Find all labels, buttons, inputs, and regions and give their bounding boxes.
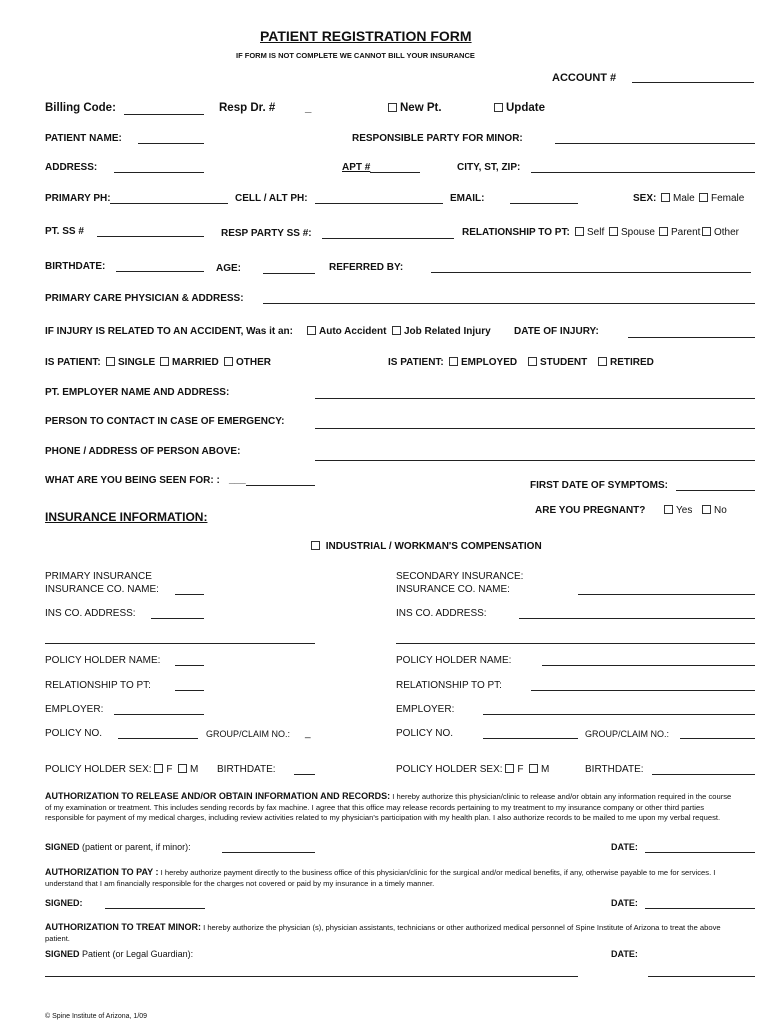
student-checkbox[interactable] — [528, 357, 537, 366]
secondary-policy-no-field[interactable] — [483, 738, 578, 739]
pay-title: AUTHORIZATION TO PAY : — [45, 867, 159, 877]
industrial-option[interactable] — [311, 541, 542, 552]
secondary-group-label: GROUP/CLAIM NO.: — [585, 729, 670, 739]
pregnant-no-option[interactable] — [702, 505, 727, 516]
insurance-heading: INSURANCE INFORMATION: — [45, 510, 208, 524]
primary-group-field[interactable]: _ — [305, 728, 311, 739]
primary-holder-birthdate-label: BIRTHDATE: — [217, 764, 276, 775]
new-pt-checkbox[interactable] — [388, 103, 397, 112]
signed-1-note: (patient or parent, if minor): — [82, 842, 191, 852]
secondary-ins-address-label: INS CO. ADDRESS: — [396, 608, 487, 619]
billing-code-field[interactable] — [124, 114, 204, 115]
first-date-label: FIRST DATE OF SYMPTOMS: — [530, 480, 668, 491]
retired-label: RETIRED — [610, 357, 654, 368]
primary-holder-sex-label: POLICY HOLDER SEX: — [45, 764, 152, 775]
student-label: STUDENT — [540, 357, 588, 368]
phone-address-field[interactable] — [315, 460, 755, 461]
primary-ins-name-label: INSURANCE CO. NAME: — [45, 584, 159, 595]
emergency-label: PERSON TO CONTACT IN CASE OF EMERGENCY: — [45, 416, 285, 427]
primary-policy-no-label: POLICY NO. — [45, 728, 103, 739]
apt-field[interactable] — [370, 172, 420, 173]
primary-holder-sex — [45, 764, 198, 775]
address-label: ADDRESS: — [45, 162, 98, 173]
parent-checkbox[interactable] — [659, 227, 668, 236]
secondary-policy-no-label: POLICY NO. — [396, 728, 454, 739]
primary-ins-address-field[interactable] — [151, 618, 204, 619]
email-field[interactable] — [510, 203, 578, 204]
signed-3-note: Patient (or Legal Guardian): — [82, 949, 194, 959]
primary-holder-name-label: POLICY HOLDER NAME: — [45, 655, 161, 666]
industrial-label: INDUSTRIAL / WORKMAN'S COMPENSATION — [325, 541, 542, 552]
seen-for-mark: ___ — [229, 474, 246, 485]
patient-name-field[interactable] — [138, 143, 204, 144]
student-option[interactable] — [528, 357, 587, 368]
new-pt-option[interactable] — [388, 102, 442, 114]
pt-ss-field[interactable] — [97, 236, 204, 237]
secondary-holder-birthdate-label: BIRTHDATE: — [585, 764, 644, 775]
employment-label: IS PATIENT: — [388, 357, 444, 368]
responsible-party-field[interactable] — [555, 143, 755, 144]
first-date-field[interactable] — [676, 490, 755, 491]
primary-sex-m-label: M — [189, 764, 199, 775]
secondary-employer-field[interactable] — [483, 714, 755, 715]
rel-self-option[interactable] — [575, 227, 604, 238]
pregnant-no-label: No — [714, 505, 727, 516]
sex-label: SEX: — [633, 193, 657, 204]
other-marital-label: OTHER — [236, 357, 271, 368]
secondary-ins-address-line2[interactable] — [396, 643, 755, 644]
resp-dr-field[interactable]: _ — [305, 102, 312, 114]
other-marital-checkbox[interactable] — [224, 357, 233, 366]
single-label: SINGLE — [118, 357, 156, 368]
sex-female-option[interactable] — [699, 193, 744, 204]
rel-spouse-option[interactable] — [609, 227, 655, 238]
account-field[interactable] — [632, 82, 754, 83]
marital-label: IS PATIENT: — [45, 357, 101, 368]
referred-by-label: REFERRED BY: — [329, 262, 404, 273]
age-label: AGE: — [216, 263, 241, 274]
pregnant-yes-option[interactable] — [664, 505, 692, 516]
auto-accident-label: Auto Accident — [319, 326, 387, 337]
primary-employer-label: EMPLOYER: — [45, 704, 104, 715]
release-authorization — [45, 791, 735, 824]
address-field[interactable] — [114, 172, 204, 173]
other-marital-option[interactable] — [224, 357, 271, 368]
employer-field[interactable] — [315, 398, 755, 399]
referred-by-field[interactable] — [431, 272, 751, 273]
page-title: PATIENT REGISTRATION FORM — [260, 28, 472, 44]
birthdate-field[interactable] — [116, 271, 204, 272]
married-checkbox[interactable] — [160, 357, 169, 366]
primary-sex-m-checkbox[interactable] — [178, 764, 187, 773]
date-3-field[interactable] — [648, 976, 755, 977]
self-checkbox[interactable] — [575, 227, 584, 236]
primary-employer-field[interactable] — [114, 714, 204, 715]
parent-label: Parent — [671, 227, 701, 238]
primary-holder-birthdate-field[interactable] — [294, 774, 315, 775]
female-checkbox[interactable] — [699, 193, 708, 202]
page-subtitle: IF FORM IS NOT COMPLETE WE CANNOT BILL YOUR INSURANCE — [236, 51, 475, 60]
footer-copyright: © Spine Institute of Arizona, 1/09 — [45, 1013, 148, 1020]
primary-group-label: GROUP/CLAIM NO.: — [206, 729, 291, 739]
date-2-field[interactable] — [645, 908, 755, 909]
married-label: MARRIED — [172, 357, 219, 368]
date-3-label: DATE: — [611, 949, 638, 959]
married-option[interactable] — [160, 357, 219, 368]
primary-sex-f-label: F — [166, 764, 173, 775]
primary-ph-label: PRIMARY PH: — [45, 193, 111, 204]
account-label: ACCOUNT # — [552, 72, 617, 84]
signed-2-field[interactable] — [105, 908, 205, 909]
release-text: I hereby authorize this physician/clinic to release and/or obtain any information required in the course of my examination or treatment. This includes sending records by fax machine. I agree that this office may release records pertaining to my treatment to my insurance company or other third parties responsible for payment of my medical charges, including review activities related to my physician's participation with my health plan. I also authorize records to be mailed to me upon my verbal request. — [45, 792, 732, 822]
other-label: Other — [714, 227, 740, 238]
pay-text: I hereby authorize payment directly to the business office of this physician/clinic for the surgical and/or medical benefits, if any, otherwise payable to me for services. I understand that I am financially responsible for the charges not covered or paid by my insurance in a timely manner. — [45, 868, 716, 888]
secondary-ins-address-field[interactable] — [519, 618, 755, 619]
emergency-field[interactable] — [315, 428, 755, 429]
job-injury-label: Job Related Injury — [404, 326, 491, 337]
new-pt-label: New Pt. — [400, 102, 442, 114]
primary-insurance-label: PRIMARY INSURANCE — [45, 571, 152, 582]
resp-party-ss-field[interactable] — [322, 238, 454, 239]
employed-label: EMPLOYED — [461, 357, 518, 368]
self-label: Self — [587, 227, 605, 238]
signed-3 — [45, 949, 193, 959]
apt-label: APT # — [342, 162, 371, 173]
pregnant-no-checkbox[interactable] — [702, 505, 711, 514]
rel-parent-option[interactable] — [659, 227, 700, 238]
date-1-field[interactable] — [645, 852, 755, 853]
auto-accident-option[interactable] — [307, 326, 386, 337]
seen-for-field[interactable] — [246, 485, 315, 486]
primary-policy-no-field[interactable] — [118, 738, 198, 739]
male-label: Male — [673, 193, 695, 204]
update-label: Update — [506, 102, 545, 114]
employed-option[interactable] — [449, 357, 517, 368]
primary-care-field[interactable] — [263, 303, 755, 304]
date-2-label: DATE: — [611, 898, 638, 908]
primary-ins-address-label: INS CO. ADDRESS: — [45, 608, 136, 619]
date-1-label: DATE: — [611, 842, 638, 852]
city-field[interactable] — [531, 172, 755, 173]
secondary-holder-birthdate-field[interactable] — [652, 774, 755, 775]
industrial-checkbox[interactable] — [311, 541, 320, 550]
minor-title: AUTHORIZATION TO TREAT MINOR: — [45, 922, 201, 932]
job-injury-option[interactable] — [392, 326, 491, 337]
seen-for-label: WHAT ARE YOU BEING SEEN FOR: : — [45, 475, 220, 486]
signed-1 — [45, 842, 191, 852]
patient-name-label: PATIENT NAME: — [45, 133, 122, 144]
update-checkbox[interactable] — [494, 103, 503, 112]
retired-option[interactable] — [598, 357, 654, 368]
age-field[interactable] — [263, 273, 315, 274]
primary-care-label: PRIMARY CARE PHYSICIAN & ADDRESS: — [45, 293, 244, 304]
spouse-checkbox[interactable] — [609, 227, 618, 236]
date-of-injury-field[interactable] — [628, 337, 755, 338]
minor-authorization — [45, 922, 735, 944]
spouse-label: Spouse — [621, 227, 655, 238]
update-option[interactable] — [494, 102, 545, 114]
minor-text: I hereby authorize the physician (s), physician assistants, technicians or other authorized medical personnel of Spine Institute of Arizona to treat the above patient. — [45, 923, 721, 943]
secondary-sex-m-checkbox[interactable] — [529, 764, 538, 773]
primary-ph-field[interactable] — [110, 203, 228, 204]
pregnant-yes-label: Yes — [676, 505, 693, 516]
date-of-injury-label: DATE OF INJURY: — [514, 326, 599, 337]
secondary-sex-m-label: M — [540, 764, 550, 775]
resp-party-ss-label: RESP PARTY SS #: — [221, 228, 312, 239]
relationship-label: RELATIONSHIP TO PT: — [462, 227, 570, 238]
single-checkbox[interactable] — [106, 357, 115, 366]
phone-address-label: PHONE / ADDRESS OF PERSON ABOVE: — [45, 446, 241, 457]
pt-ss-label: PT. SS # — [45, 226, 84, 237]
secondary-holder-sex-label: POLICY HOLDER SEX: — [396, 764, 503, 775]
primary-ins-name-field[interactable] — [175, 594, 204, 595]
signed-1-field[interactable] — [222, 852, 315, 853]
signed-3-label: SIGNED — [45, 949, 80, 959]
primary-ins-address-line2[interactable] — [45, 643, 315, 644]
secondary-ins-name-field[interactable] — [578, 594, 755, 595]
secondary-employer-label: EMPLOYER: — [396, 704, 455, 715]
injury-label: IF INJURY IS RELATED TO AN ACCIDENT, Was it an: — [45, 326, 293, 337]
primary-relationship-label: RELATIONSHIP TO PT: — [45, 680, 151, 691]
cell-label: CELL / ALT PH: — [235, 193, 308, 204]
sex-male-option[interactable] — [661, 193, 695, 204]
signed-2-label: SIGNED: — [45, 898, 83, 908]
auto-accident-checkbox[interactable] — [307, 326, 316, 335]
secondary-ins-name-label: INSURANCE CO. NAME: — [396, 584, 510, 595]
signed-3-field[interactable] — [45, 976, 578, 977]
secondary-relationship-field[interactable] — [531, 690, 755, 691]
email-label: EMAIL: — [450, 193, 485, 204]
primary-sex-f-checkbox[interactable] — [154, 764, 163, 773]
employer-label: PT. EMPLOYER NAME AND ADDRESS: — [45, 387, 230, 398]
other-checkbox[interactable] — [702, 227, 711, 236]
city-label: CITY, ST, ZIP: — [457, 162, 521, 173]
secondary-sex-f-checkbox[interactable] — [505, 764, 514, 773]
secondary-holder-name-label: POLICY HOLDER NAME: — [396, 655, 512, 666]
primary-holder-name-field[interactable] — [175, 665, 204, 666]
resp-dr-label: Resp Dr. # — [219, 102, 276, 114]
secondary-relationship-label: RELATIONSHIP TO PT: — [396, 680, 502, 691]
signed-1-label: SIGNED — [45, 842, 80, 852]
retired-checkbox[interactable] — [598, 357, 607, 366]
pregnant-label: ARE YOU PREGNANT? — [535, 505, 646, 516]
secondary-holder-name-field[interactable] — [542, 665, 755, 666]
secondary-insurance-label: SECONDARY INSURANCE: — [396, 571, 524, 582]
employed-checkbox[interactable] — [449, 357, 458, 366]
pay-authorization — [45, 867, 745, 889]
single-option[interactable] — [106, 357, 155, 368]
billing-code-label: Billing Code: — [45, 102, 116, 114]
responsible-party-label: RESPONSIBLE PARTY FOR MINOR: — [352, 133, 523, 144]
rel-other-option[interactable] — [702, 227, 739, 238]
release-title: AUTHORIZATION TO RELEASE AND/OR OBTAIN INFORMATION AND RECORDS: — [45, 791, 391, 801]
birthdate-label: BIRTHDATE: — [45, 261, 106, 272]
secondary-sex-f-label: F — [517, 764, 524, 775]
job-injury-checkbox[interactable] — [392, 326, 401, 335]
cell-field[interactable] — [315, 203, 443, 204]
female-label: Female — [711, 193, 745, 204]
primary-relationship-field[interactable] — [175, 690, 204, 691]
secondary-group-field[interactable] — [680, 738, 755, 739]
secondary-holder-sex — [396, 764, 549, 775]
male-checkbox[interactable] — [661, 193, 670, 202]
pregnant-yes-checkbox[interactable] — [664, 505, 673, 514]
